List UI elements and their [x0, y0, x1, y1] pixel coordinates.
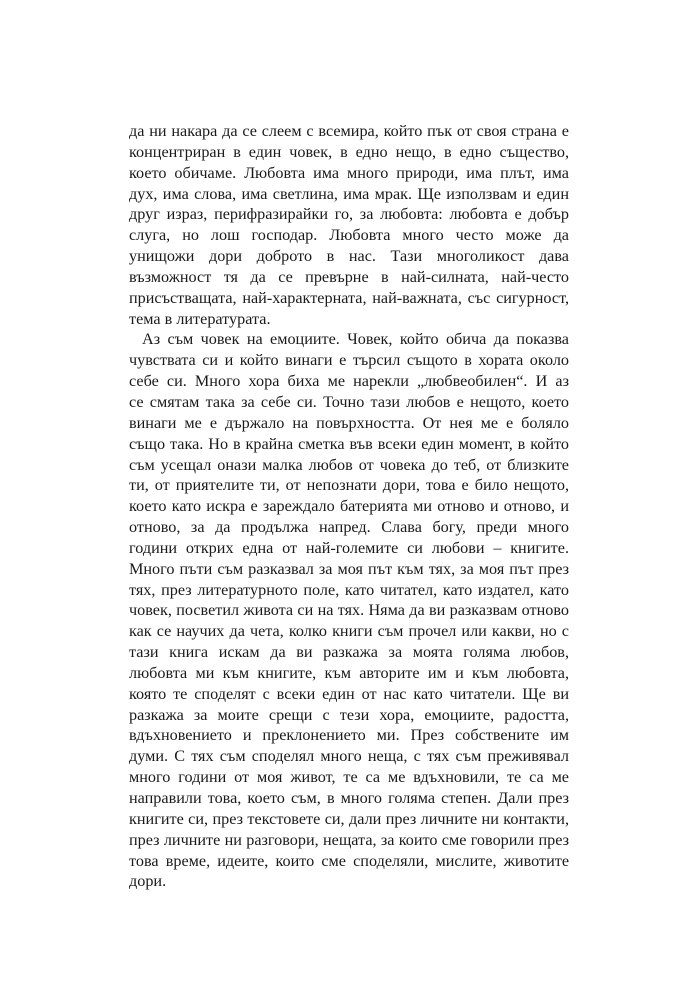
text-line: унищожи дори доброто в нас. Тази многоликост дава — [129, 247, 569, 266]
text-line: Аз съм човек на емоциите. Човек, който обича да показва — [142, 330, 569, 349]
text-line: години открих една от най-големите си любови – книгите. — [129, 538, 569, 557]
text-line: книгите си, през текстовете си, дали през личните ни контакти, — [129, 809, 569, 828]
text-line: тема в литературата. — [129, 309, 271, 328]
text-line: което като искра е зареждало батерията ми отново и отново, и — [129, 497, 569, 516]
text-line: много години от моя живот, те са ме вдъхновили, те са ме — [129, 768, 569, 787]
text-line: което обичаме. Любовта има много природи, има плът, има — [129, 163, 569, 182]
text-line: винаги ме е държало на повърхността. От нея ме е боляло — [129, 413, 569, 432]
text-line: вдъхновението и преклонението ми. През собствените им — [129, 726, 569, 745]
text-line: се смятам така за себе си. Точно тази любов е нещото, което — [129, 392, 569, 411]
text-line: дори. — [129, 872, 167, 891]
text-line: отново, за да продължа напред. Слава богу, преди много — [129, 518, 569, 537]
text-line: любовта ми към книгите, към авторите им и към любовта, — [129, 663, 569, 682]
text-line: как се научих да чета, колко книги съм прочел или какви, но с — [129, 622, 569, 641]
text-line: чувствата си и който винаги е търсил същото в хората около — [129, 351, 569, 370]
text-line: възможност тя да се превърне в най-силната, най-често — [129, 267, 569, 286]
paragraph-2 — [129, 329, 569, 892]
text-line: направили това, което съм, в много голяма степен. Дали през — [129, 789, 569, 807]
text-line: през личните ни разговори, нещата, за които сме говорили през — [129, 830, 569, 849]
text-line: себе си. Много хора биха ме нарекли „любвеобилен“. И аз — [129, 372, 569, 391]
text-line: тях, през литературното поле, като читател, като издател, като — [129, 580, 569, 599]
text-line: която те споделят с всеки един от нас като читатели. Ще ви — [129, 684, 569, 703]
text-line: човек, посветил живота си на тях. Няма да ви разказвам отново — [129, 601, 569, 620]
text-line: концентриран в един човек, в едно нещо, в едно същество, — [129, 142, 569, 161]
text-line: да ни накара да се слеем с всемира, който пък от своя страна е — [129, 122, 569, 140]
paragraph-1 — [129, 121, 569, 329]
text-line: ти, от приятелите ти, от непознати дори, това е било нещото, — [129, 476, 569, 495]
text-line: също така. Но в крайна сметка във всеки един момент, в който — [129, 434, 569, 453]
text-line: думи. С тях съм споделял много неща, с тях съм преживявал — [129, 747, 569, 766]
text-line: дух, има слова, има светлина, има мрак. Ще използвам и един — [129, 184, 569, 203]
text-line: разкажа за моите срещи с тези хора, емоциите, радостта, — [129, 705, 569, 724]
text-line: слуга, но лош господар. Любовта много често може да — [129, 226, 569, 245]
text-line: тази книга искам да ви разкажа за моята голяма любов, — [129, 643, 569, 662]
text-line: присъстващата, най-характерната, най-важната, със сигурност, — [129, 288, 569, 307]
text-line: това време, идеите, които сме споделяли, мислите, животите — [129, 851, 569, 870]
text-line: съм усещал онази малка любов от човека до теб, от близките — [129, 455, 569, 474]
text-line: Много пъти съм разказвал за моя път към тях, за моя път през — [129, 559, 569, 578]
body-text — [129, 121, 569, 892]
text-line: друг израз, перифразирайки го, за любовта: любовта е добър — [129, 205, 569, 224]
